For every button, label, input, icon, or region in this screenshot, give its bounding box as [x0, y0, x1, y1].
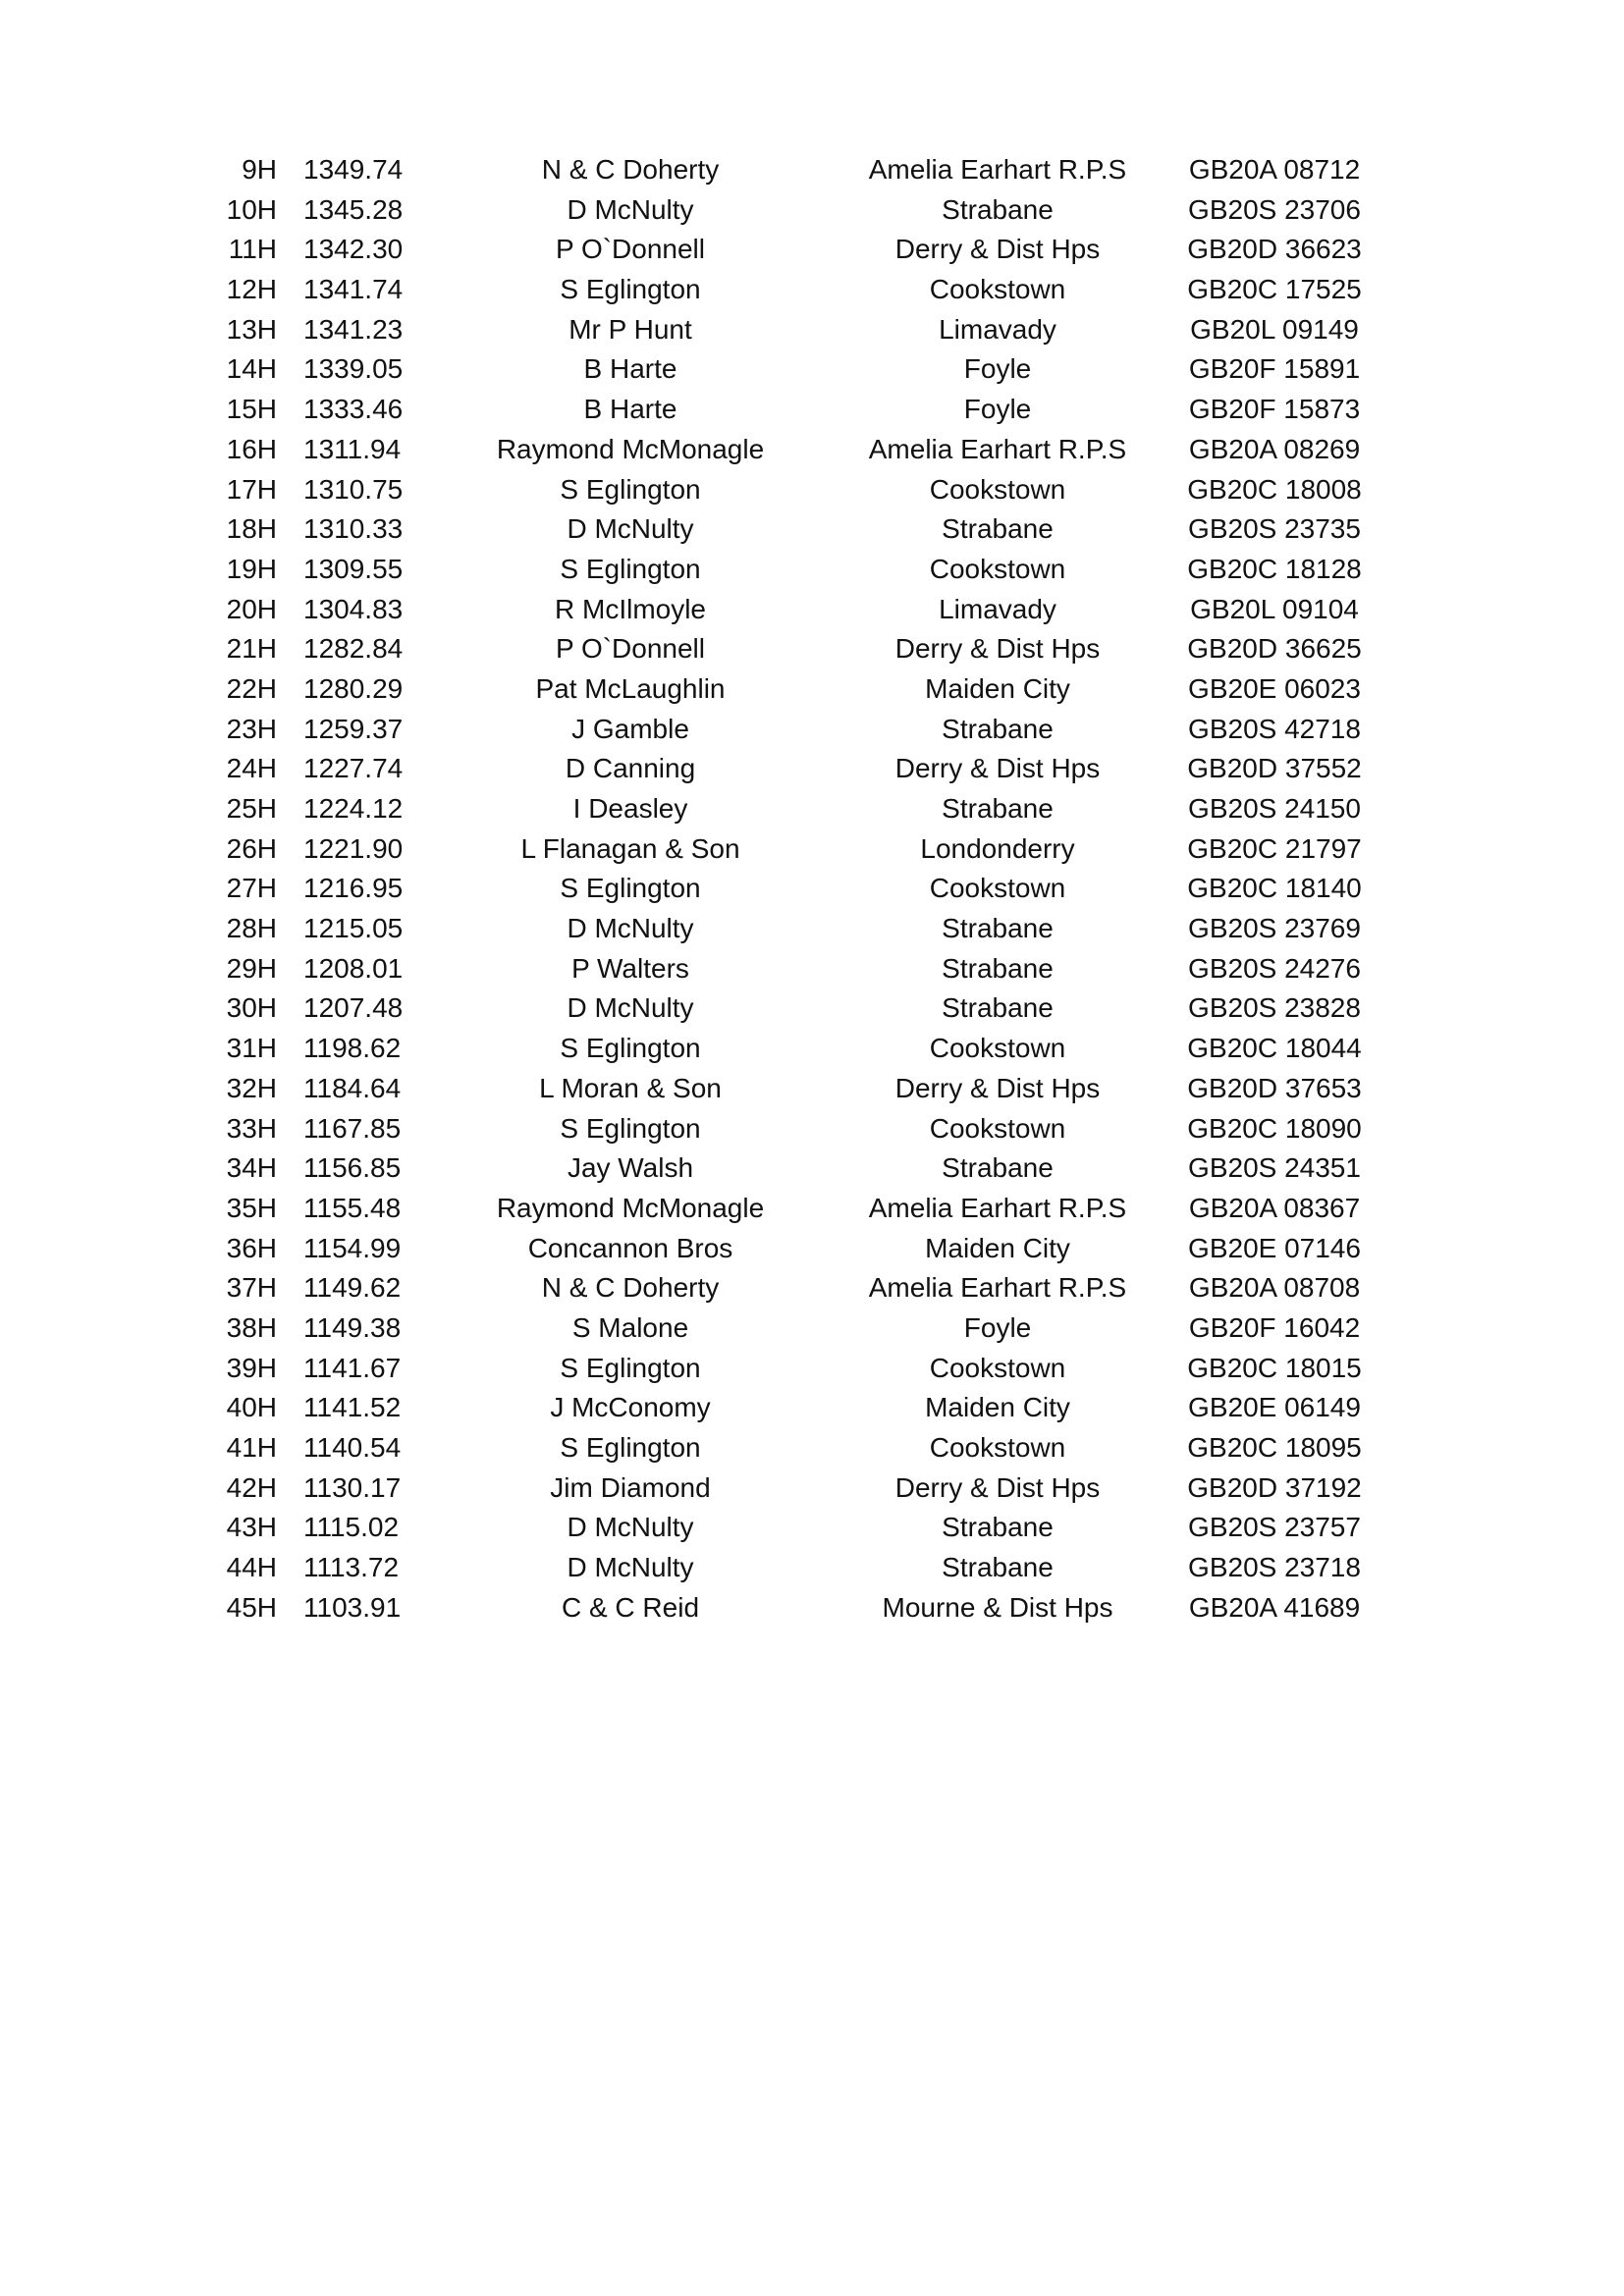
velocity-cell: 1345.28	[303, 193, 404, 225]
club-cell: Cookstown	[929, 1112, 1066, 1144]
position-cell: 24H	[226, 753, 277, 784]
ring-number-cell: GB20F 15873	[1188, 394, 1361, 425]
fancier-name-cell: D McNulty	[567, 992, 694, 1024]
position-cell: 25H	[226, 793, 277, 824]
ring-number-cell: GB20C 17525	[1187, 274, 1362, 305]
position-cell: 36H	[226, 1232, 277, 1263]
results-table	[0, 150, 1624, 1628]
velocity-cell: 1341.74	[303, 274, 404, 305]
club-cell: Maiden City	[925, 672, 1070, 704]
position-cell: 44H	[226, 1552, 277, 1583]
table-row	[0, 1268, 1624, 1308]
fancier-name-cell: D McNulty	[567, 1552, 694, 1583]
velocity-cell: 1227.74	[303, 753, 404, 784]
position-cell: 35H	[226, 1192, 277, 1223]
club-cell: Derry & Dist Hps	[894, 753, 1101, 784]
position-cell: 28H	[226, 913, 277, 944]
table-row	[0, 1508, 1624, 1548]
fancier-name-cell: C & C Reid	[561, 1591, 700, 1623]
ring-number-cell: GB20C 18090	[1187, 1112, 1362, 1144]
table-row	[0, 1109, 1624, 1149]
table-row	[0, 710, 1624, 750]
table-row	[0, 1148, 1624, 1189]
fancier-name-cell: S Eglington	[560, 1112, 701, 1144]
fancier-name-cell: I Deasley	[572, 793, 688, 824]
club-cell: Limavady	[939, 593, 1056, 624]
velocity-cell: 1155.48	[303, 1192, 402, 1223]
fancier-name-cell: S Eglington	[560, 873, 701, 904]
velocity-cell: 1141.67	[303, 1352, 402, 1383]
table-row	[0, 270, 1624, 310]
position-cell: 23H	[226, 713, 277, 744]
position-cell: 13H	[226, 313, 277, 345]
ring-number-cell: GB20C 18140	[1187, 873, 1362, 904]
fancier-name-cell: P Walters	[571, 952, 689, 984]
velocity-cell: 1140.54	[303, 1432, 402, 1463]
club-cell: Londonderry	[920, 832, 1075, 864]
table-row	[0, 1349, 1624, 1389]
club-cell: Limavady	[939, 313, 1056, 345]
club-cell: Cookstown	[929, 274, 1066, 305]
ring-number-cell: GB20A 08712	[1188, 154, 1361, 185]
position-cell: 17H	[226, 473, 277, 505]
velocity-cell: 1141.52	[303, 1392, 402, 1423]
velocity-cell: 1311.94	[303, 433, 402, 464]
position-cell: 16H	[226, 433, 277, 464]
table-row	[0, 310, 1624, 350]
fancier-name-cell: L Moran & Son	[539, 1072, 722, 1103]
ring-number-cell: GB20A 08708	[1188, 1272, 1361, 1304]
velocity-cell: 1310.75	[303, 473, 404, 505]
table-row	[0, 470, 1624, 510]
position-cell: 27H	[226, 873, 277, 904]
club-cell: Strabane	[942, 193, 1054, 225]
table-row	[0, 1308, 1624, 1349]
club-cell: Strabane	[942, 992, 1054, 1024]
velocity-cell: 1167.85	[303, 1112, 402, 1144]
fancier-name-cell: Jim Diamond	[550, 1471, 711, 1503]
ring-number-cell: GB20S 23718	[1188, 1552, 1361, 1583]
position-cell: 41H	[226, 1432, 277, 1463]
ring-number-cell: GB20D 36623	[1187, 234, 1362, 265]
position-cell: 31H	[226, 1033, 277, 1064]
velocity-cell: 1198.62	[303, 1033, 402, 1064]
position-cell: 15H	[226, 394, 277, 425]
velocity-cell: 1339.05	[303, 353, 404, 385]
position-cell: 37H	[226, 1272, 277, 1304]
club-cell: Maiden City	[925, 1392, 1070, 1423]
ring-number-cell: GB20E 06023	[1188, 672, 1361, 704]
table-row	[0, 869, 1624, 909]
velocity-cell: 1216.95	[303, 873, 404, 904]
velocity-cell: 1130.17	[303, 1471, 402, 1503]
ring-number-cell: GB20A 41689	[1188, 1591, 1361, 1623]
ring-number-cell: GB20S 23706	[1188, 193, 1361, 225]
position-cell: 45H	[226, 1591, 277, 1623]
table-row	[0, 988, 1624, 1029]
position-cell: 11H	[228, 234, 277, 265]
fancier-name-cell: L Flanagan & Son	[520, 832, 740, 864]
position-cell: 40H	[226, 1392, 277, 1423]
velocity-cell: 1208.01	[303, 952, 404, 984]
position-cell: 9H	[242, 154, 277, 185]
velocity-cell: 1342.30	[303, 234, 404, 265]
ring-number-cell: GB20E 06149	[1188, 1392, 1361, 1423]
fancier-name-cell: Jay Walsh	[567, 1152, 694, 1184]
fancier-name-cell: D McNulty	[567, 1512, 694, 1543]
ring-number-cell: GB20S 24351	[1188, 1152, 1361, 1184]
club-cell: Mourne & Dist Hps	[882, 1591, 1113, 1623]
table-row	[0, 909, 1624, 949]
table-row	[0, 230, 1624, 270]
table-row	[0, 1229, 1624, 1269]
fancier-name-cell: B Harte	[583, 394, 677, 425]
fancier-name-cell: P O`Donnell	[555, 234, 706, 265]
ring-number-cell: GB20C 18128	[1187, 553, 1362, 584]
fancier-name-cell: S Eglington	[560, 1033, 701, 1064]
velocity-cell: 1282.84	[303, 633, 404, 665]
club-cell: Strabane	[942, 713, 1054, 744]
position-cell: 29H	[226, 952, 277, 984]
velocity-cell: 1156.85	[303, 1152, 402, 1184]
fancier-name-cell: Concannon Bros	[527, 1232, 733, 1263]
position-cell: 42H	[226, 1471, 277, 1503]
velocity-cell: 1113.72	[303, 1552, 400, 1583]
table-row	[0, 390, 1624, 430]
fancier-name-cell: N & C Doherty	[541, 1272, 720, 1304]
table-row	[0, 509, 1624, 550]
velocity-cell: 1103.91	[303, 1591, 402, 1623]
fancier-name-cell: S Eglington	[560, 1432, 701, 1463]
position-cell: 10H	[226, 193, 277, 225]
velocity-cell: 1154.99	[303, 1232, 402, 1263]
fancier-name-cell: Mr P Hunt	[568, 313, 692, 345]
position-cell: 32H	[226, 1072, 277, 1103]
table-row	[0, 829, 1624, 870]
club-cell: Strabane	[942, 1152, 1054, 1184]
ring-number-cell: GB20A 08367	[1188, 1192, 1361, 1223]
club-cell: Derry & Dist Hps	[894, 1471, 1101, 1503]
ring-number-cell: GB20S 23735	[1188, 513, 1361, 545]
fancier-name-cell: Pat McLaughlin	[535, 672, 726, 704]
table-row	[0, 1548, 1624, 1588]
ring-number-cell: GB20L 09149	[1190, 313, 1359, 345]
table-row	[0, 629, 1624, 669]
ring-number-cell: GB20S 42718	[1188, 713, 1361, 744]
table-row	[0, 749, 1624, 789]
position-cell: 39H	[226, 1352, 277, 1383]
position-cell: 34H	[226, 1152, 277, 1184]
velocity-cell: 1309.55	[303, 553, 404, 584]
position-cell: 21H	[226, 633, 277, 665]
fancier-name-cell: S Eglington	[560, 1352, 701, 1383]
fancier-name-cell: J McConomy	[550, 1392, 711, 1423]
club-cell: Strabane	[942, 1512, 1054, 1543]
table-row	[0, 1069, 1624, 1109]
velocity-cell: 1215.05	[303, 913, 404, 944]
position-cell: 26H	[226, 832, 277, 864]
ring-number-cell: GB20F 16042	[1188, 1311, 1361, 1343]
table-row	[0, 1388, 1624, 1428]
club-cell: Strabane	[942, 952, 1054, 984]
velocity-cell: 1349.74	[303, 154, 404, 185]
position-cell: 18H	[226, 513, 277, 545]
table-row	[0, 430, 1624, 470]
position-cell: 20H	[226, 593, 277, 624]
ring-number-cell: GB20S 23769	[1188, 913, 1361, 944]
table-row	[0, 190, 1624, 231]
club-cell: Maiden City	[925, 1232, 1070, 1263]
club-cell: Amelia Earhart R.P.S	[868, 154, 1127, 185]
ring-number-cell: GB20F 15891	[1188, 353, 1361, 385]
table-row	[0, 349, 1624, 390]
table-row	[0, 1588, 1624, 1629]
position-cell: 33H	[226, 1112, 277, 1144]
club-cell: Amelia Earhart R.P.S	[868, 433, 1127, 464]
velocity-cell: 1149.62	[303, 1272, 402, 1304]
club-cell: Derry & Dist Hps	[894, 234, 1101, 265]
fancier-name-cell: D McNulty	[567, 913, 694, 944]
velocity-cell: 1184.64	[303, 1072, 402, 1103]
ring-number-cell: GB20C 21797	[1187, 832, 1362, 864]
ring-number-cell: GB20E 07146	[1188, 1232, 1361, 1263]
fancier-name-cell: S Eglington	[560, 553, 701, 584]
ring-number-cell: GB20A 08269	[1188, 433, 1361, 464]
fancier-name-cell: N & C Doherty	[541, 154, 720, 185]
club-cell: Cookstown	[929, 1432, 1066, 1463]
ring-number-cell: GB20D 37552	[1187, 753, 1362, 784]
fancier-name-cell: D Canning	[565, 753, 696, 784]
position-cell: 43H	[226, 1512, 277, 1543]
club-cell: Foyle	[963, 1311, 1032, 1343]
velocity-cell: 1207.48	[303, 992, 404, 1024]
table-row	[0, 150, 1624, 190]
velocity-cell: 1149.38	[303, 1311, 402, 1343]
velocity-cell: 1333.46	[303, 394, 404, 425]
club-cell: Cookstown	[929, 553, 1066, 584]
club-cell: Derry & Dist Hps	[894, 1072, 1101, 1103]
ring-number-cell: GB20D 37653	[1187, 1072, 1362, 1103]
club-cell: Cookstown	[929, 1033, 1066, 1064]
fancier-name-cell: B Harte	[583, 353, 677, 385]
velocity-cell: 1310.33	[303, 513, 404, 545]
fancier-name-cell: Raymond McMonagle	[496, 1192, 765, 1223]
club-cell: Cookstown	[929, 1352, 1066, 1383]
club-cell: Cookstown	[929, 873, 1066, 904]
club-cell: Strabane	[942, 793, 1054, 824]
position-cell: 30H	[226, 992, 277, 1024]
club-cell: Foyle	[963, 394, 1032, 425]
fancier-name-cell: S Malone	[571, 1311, 689, 1343]
club-cell: Amelia Earhart R.P.S	[868, 1192, 1127, 1223]
position-cell: 19H	[226, 553, 277, 584]
ring-number-cell: GB20D 37192	[1187, 1471, 1362, 1503]
table-row	[0, 949, 1624, 989]
ring-number-cell: GB20C 18015	[1187, 1352, 1362, 1383]
table-row	[0, 1468, 1624, 1509]
fancier-name-cell: P O`Donnell	[555, 633, 706, 665]
table-row	[0, 1029, 1624, 1069]
velocity-cell: 1280.29	[303, 672, 404, 704]
ring-number-cell: GB20D 36625	[1187, 633, 1362, 665]
ring-number-cell: GB20S 23757	[1188, 1512, 1361, 1543]
table-row	[0, 550, 1624, 590]
club-cell: Foyle	[963, 353, 1032, 385]
ring-number-cell: GB20C 18095	[1187, 1432, 1362, 1463]
club-cell: Cookstown	[929, 473, 1066, 505]
position-cell: 12H	[226, 274, 277, 305]
velocity-cell: 1224.12	[303, 793, 404, 824]
club-cell: Derry & Dist Hps	[894, 633, 1101, 665]
ring-number-cell: GB20S 23828	[1188, 992, 1361, 1024]
table-row	[0, 669, 1624, 710]
fancier-name-cell: D McNulty	[567, 513, 694, 545]
table-row	[0, 1189, 1624, 1229]
velocity-cell: 1221.90	[303, 832, 404, 864]
fancier-name-cell: R McIlmoyle	[554, 593, 707, 624]
position-cell: 14H	[226, 353, 277, 385]
fancier-name-cell: Raymond McMonagle	[496, 433, 765, 464]
club-cell: Strabane	[942, 913, 1054, 944]
ring-number-cell: GB20S 24276	[1188, 952, 1361, 984]
ring-number-cell: GB20C 18008	[1187, 473, 1362, 505]
club-cell: Strabane	[942, 513, 1054, 545]
table-row	[0, 789, 1624, 829]
position-cell: 22H	[226, 672, 277, 704]
velocity-cell: 1341.23	[303, 313, 404, 345]
fancier-name-cell: S Eglington	[560, 274, 701, 305]
club-cell: Amelia Earhart R.P.S	[868, 1272, 1127, 1304]
ring-number-cell: GB20C 18044	[1187, 1033, 1362, 1064]
velocity-cell: 1115.02	[303, 1512, 400, 1543]
table-row	[0, 590, 1624, 630]
fancier-name-cell: S Eglington	[560, 473, 701, 505]
ring-number-cell: GB20S 24150	[1188, 793, 1361, 824]
club-cell: Strabane	[942, 1552, 1054, 1583]
fancier-name-cell: J Gamble	[571, 713, 689, 744]
position-cell: 38H	[226, 1311, 277, 1343]
fancier-name-cell: D McNulty	[567, 193, 694, 225]
velocity-cell: 1304.83	[303, 593, 404, 624]
ring-number-cell: GB20L 09104	[1190, 593, 1359, 624]
table-row	[0, 1428, 1624, 1468]
velocity-cell: 1259.37	[303, 713, 404, 744]
